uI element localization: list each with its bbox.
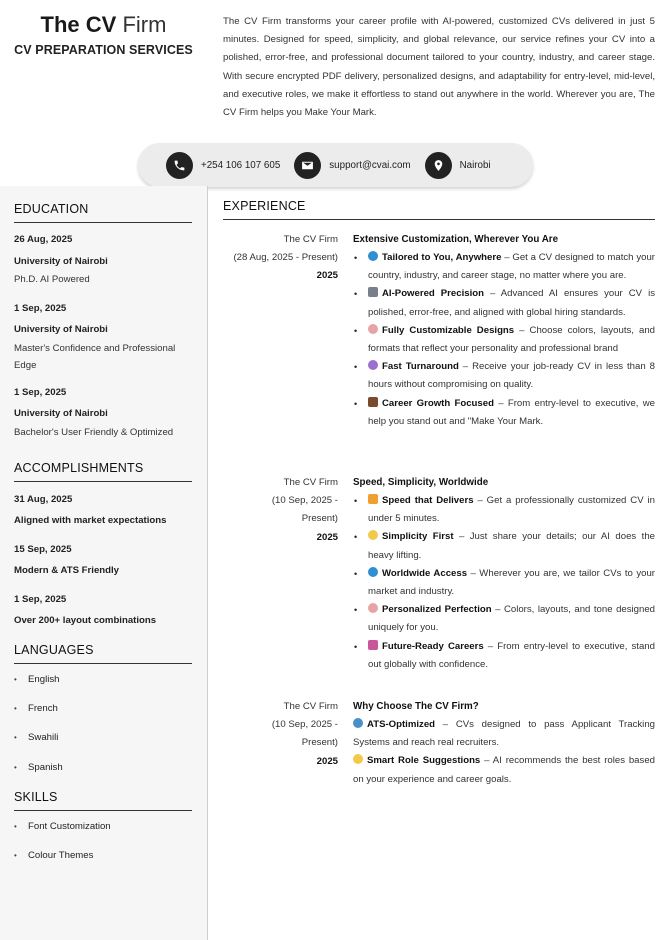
experience-meta (223, 231, 338, 286)
experience-item (353, 528, 655, 564)
experience-item (353, 601, 655, 637)
experience-item-text: – Colors, layouts, and tone designed uniquely for you. (368, 604, 656, 634)
experience-item-text: – Just share your details; our AI does the heavy lifting. (368, 531, 655, 561)
contact-phone-text: +254 106 107 605 (201, 159, 281, 171)
education-degree: Master's Confidence and Professional Edge (14, 342, 176, 371)
accomplishment-date: 31 Aug, 2025 (14, 494, 73, 505)
lightbulb-icon (353, 754, 363, 764)
education-degree: Ph.D. AI Powered (14, 274, 90, 285)
accomplishments-section (0, 461, 208, 628)
brand-subtitle: CV PREPARATION SERVICES (14, 43, 193, 57)
experience-year: 2025 (316, 531, 338, 543)
experience-year: 2025 (316, 755, 338, 767)
experience-item-title: Personalized Perfection (382, 604, 492, 616)
experience-meta (223, 474, 338, 547)
education-date: 26 Aug, 2025 (14, 234, 73, 245)
experience-item-title: Tailored to You, Anywhere (382, 252, 502, 263)
education-section (0, 202, 208, 441)
experience-meta (223, 698, 338, 771)
brand-title (0, 12, 207, 38)
experience-item-title: ATS-Optimized (367, 719, 436, 730)
stopwatch-icon (368, 360, 378, 370)
location-pin-icon (425, 152, 452, 179)
accomplishment-date: 15 Sep, 2025 (14, 544, 72, 555)
experience-item (353, 358, 655, 394)
contact-email[interactable] (294, 152, 410, 179)
experience-item (353, 752, 655, 788)
language-item: • Spanish (14, 761, 208, 790)
experience-list (353, 492, 655, 674)
education-school: University of Nairobi (14, 407, 108, 419)
palette-icon (368, 324, 378, 334)
contact-phone[interactable] (166, 152, 280, 179)
experience-item-text: – Advanced AI ensures your CV is polished, error-free, and aligned with global hiring standards. (368, 288, 655, 318)
accomplishment-date: 1 Sep, 2025 (14, 594, 67, 605)
experience-item-text: – CVs designed to pass Applicant Tracking Systems and reach real recruiters. (353, 719, 655, 749)
magnifier-icon (353, 718, 363, 728)
skill-item: • Colour Themes (14, 849, 208, 878)
experience-item-text: – From entry-level to executive, we help you stand out and "Make Your Mark. (368, 397, 655, 427)
palette-icon (368, 603, 378, 613)
rocket-icon (368, 640, 378, 650)
experience-item-title: Career Growth Focused (382, 397, 494, 409)
globe-icon (368, 567, 378, 577)
skills-title: SKILLS (14, 790, 192, 811)
contact-email-text: support@cvai.com (329, 159, 411, 171)
experience-item (353, 638, 655, 674)
experience-item-text: – Wherever you are, we tailor CVs to your market and industry. (368, 567, 655, 598)
contact-location-text: Nairobi (459, 159, 491, 171)
experience-list (353, 249, 655, 431)
education-date: 1 Sep, 2025 (14, 386, 67, 398)
experience-period: (10 Sep, 2025 - Present) (271, 719, 338, 749)
mail-icon (294, 152, 321, 179)
language-item: • French (14, 702, 208, 731)
experience-item-text: – Get a professionally customized CV in under 5 minutes. (368, 495, 655, 525)
experience-item-title: Fully Customizable Designs (382, 324, 515, 336)
languages-list (14, 673, 208, 790)
experience-item (353, 322, 655, 358)
experience-title: EXPERIENCE (223, 199, 655, 220)
experience-item-text: – AI recommends the best roles based on your experience and career goals. (353, 755, 655, 785)
experience-item-text: – Receive your job-ready CV in less than 8 hours without compromising on quality. (368, 361, 655, 391)
experience-item (353, 565, 655, 601)
contact-location (425, 152, 491, 179)
skill-item: • Font Customization (14, 820, 208, 849)
experience-item (353, 249, 655, 285)
experience-item-title: AI-Powered Precision (382, 288, 484, 300)
experience-year: 2025 (316, 270, 338, 282)
experience-item (353, 716, 655, 752)
experience-heading: Extensive Customization, Wherever You Are (353, 234, 559, 245)
experience-item-title: Future-Ready Careers (382, 640, 484, 652)
resume-header (0, 0, 665, 140)
accomplishment-entry (14, 593, 208, 628)
experience-item-title: Smart Role Suggestions (367, 755, 481, 767)
accomplishment-entry (14, 493, 208, 528)
education-entry (14, 302, 208, 375)
languages-title: LANGUAGES (14, 643, 192, 664)
sparkles-icon (368, 530, 378, 540)
skills-list (14, 820, 208, 878)
experience-period: (10 Sep, 2025 - Present) (271, 495, 338, 525)
brand-light: Firm (122, 12, 167, 37)
skills-section (0, 790, 208, 878)
education-degree: Bachelor's User Friendly & Optimized (14, 426, 174, 438)
lightning-icon (368, 494, 378, 504)
globe-icon (368, 251, 378, 261)
brand-bold: The CV (40, 12, 117, 37)
experience-company: The CV Firm (283, 477, 338, 488)
experience-item-text: – From entry-level to executive, stand out globally with confidence. (368, 640, 655, 670)
experience-item (353, 285, 655, 321)
experience-details (353, 698, 655, 789)
experience-company: The CV Firm (283, 234, 338, 245)
experience-item-title: Worldwide Access (382, 567, 468, 579)
experience-heading: Why Choose The CV Firm? (353, 701, 479, 712)
languages-section (0, 643, 208, 790)
sidebar (0, 186, 208, 940)
accomplishment-text: Aligned with market expectations (14, 515, 167, 526)
briefcase-icon (368, 397, 378, 407)
experience-section (223, 199, 656, 785)
experience-item-title: Fast Turnaround (382, 361, 459, 373)
contact-bar (138, 143, 533, 187)
experience-heading: Speed, Simplicity, Worldwide (353, 477, 489, 488)
accomplishment-text: Over 200+ layout combinations (14, 615, 157, 626)
brand-block (0, 12, 207, 57)
education-entry (14, 233, 208, 289)
experience-company: The CV Firm (283, 701, 338, 712)
accomplishments-title: ACCOMPLISHMENTS (14, 461, 192, 482)
accomplishment-text: Modern & ATS Friendly (14, 565, 120, 576)
experience-item (353, 395, 655, 431)
experience-details (353, 474, 655, 674)
language-item: • Swahili (14, 731, 208, 760)
experience-period: (28 Aug, 2025 - Present) (233, 252, 338, 264)
education-date: 1 Sep, 2025 (14, 302, 67, 314)
language-item: • English (14, 673, 208, 702)
robot-icon (368, 287, 378, 297)
education-school: University of Nairobi (14, 256, 108, 267)
experience-item-text: – Choose colors, layouts, and formats that reflect your personality and professional brand (368, 324, 655, 355)
intro-paragraph: The CV Firm transforms your career profile with AI-powered, customized CVs delivered in just 5 minutes. Designed for speed, simplicity, and global relevance, our service refines your CV into a polished, error-free, and professional document tailored to your country, industry, and career stage. With secure encrypted PDF delivery, personalized designs, and adaptability for entry-level, mid-level, and executive roles, we make it effortless to stand out anywhere in the world. Wherever you are, The CV Firm helps you Make Your Mark. (223, 16, 655, 119)
accomplishment-entry (14, 543, 208, 578)
education-school: University of Nairobi (14, 323, 108, 335)
education-title: EDUCATION (14, 202, 192, 223)
education-entry (14, 386, 208, 442)
experience-item-title: Speed that Delivers (382, 495, 474, 506)
experience-details (353, 231, 655, 431)
experience-item (353, 492, 655, 528)
experience-item-title: Simplicity First (382, 531, 454, 543)
experience-item-text: – Get a CV designed to match your country, industry, and career stage, no matter where you are. (368, 252, 655, 282)
phone-icon (166, 152, 193, 179)
